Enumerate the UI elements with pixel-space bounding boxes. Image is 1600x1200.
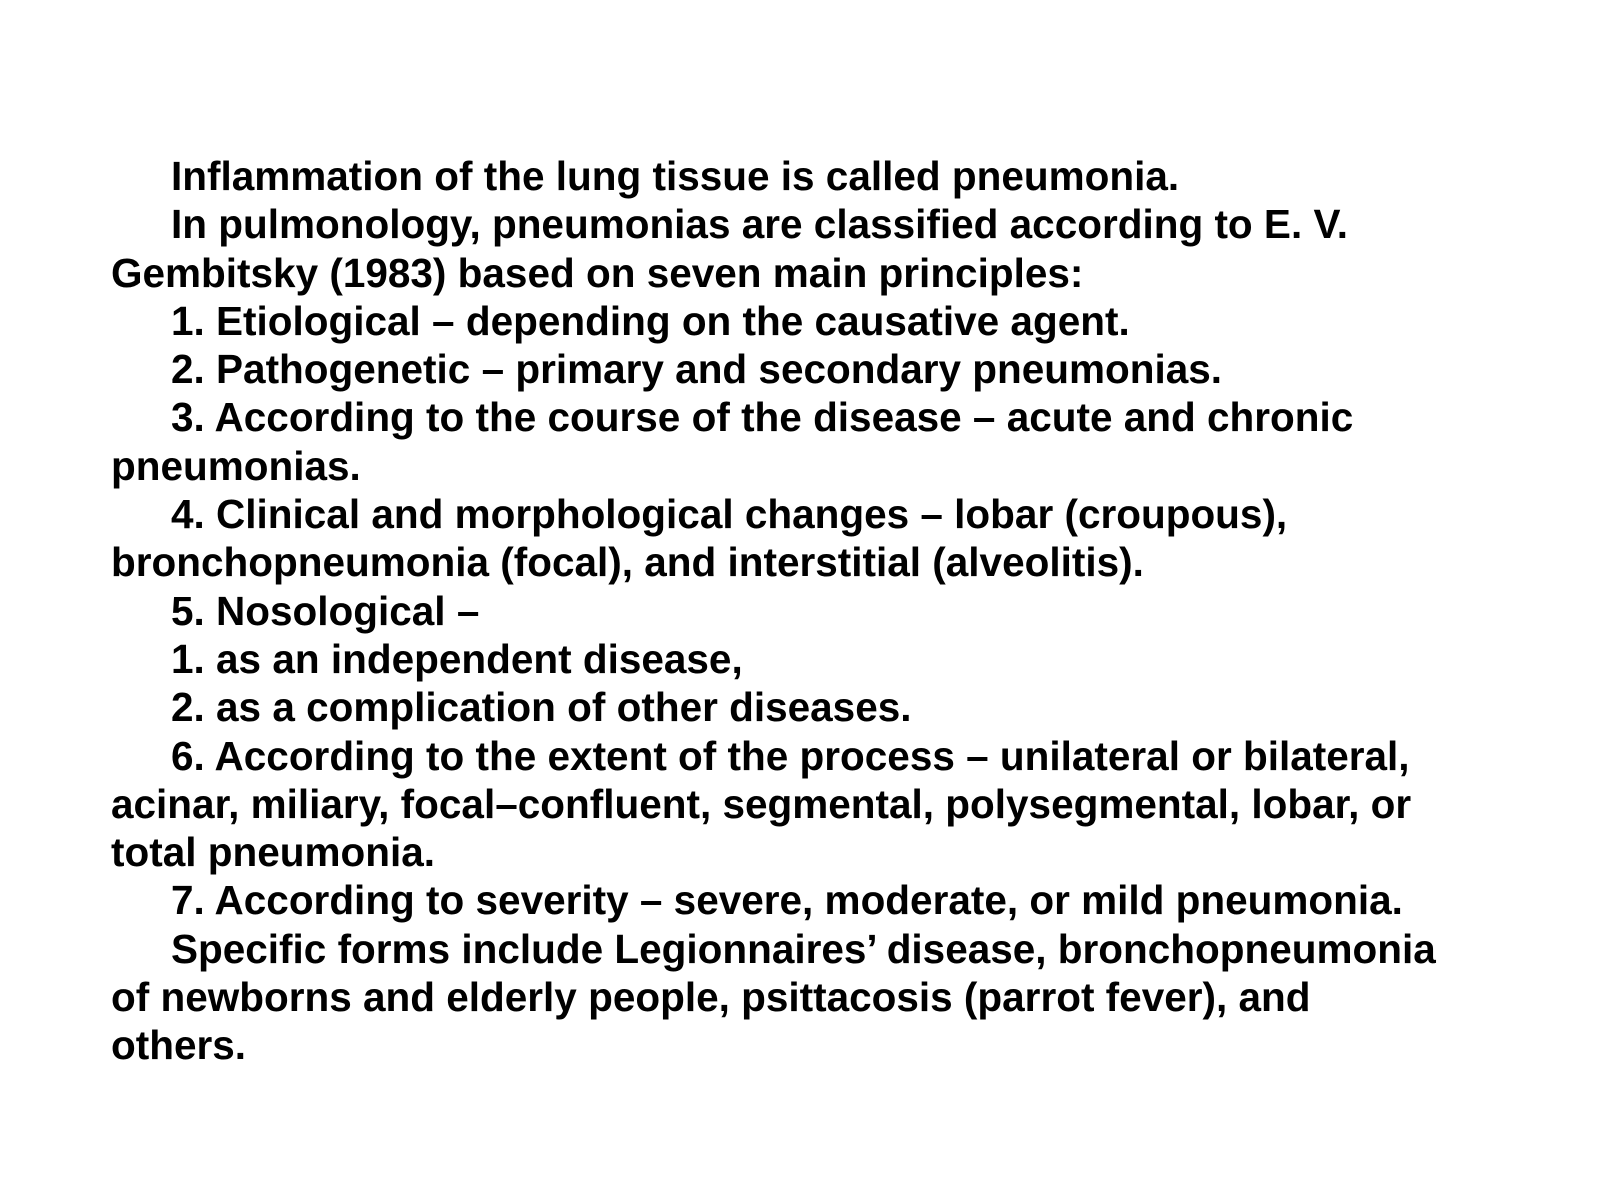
paragraph-specific-forms: Specific forms include Legionnaires’ disease, bronchopneumonia of newborns and elderly people, psittacosis (parrot fever), and others. <box>111 925 1436 1069</box>
list-item-pathogenetic: 2. Pathogenetic – primary and secondary pneumonias. <box>171 346 1223 393</box>
sub-item-complication: 2. as a complication of other diseases. <box>171 684 912 731</box>
slide-text-body <box>111 152 1441 1070</box>
list-item-severity: 7. According to severity – severe, moderate, or mild pneumonia. <box>171 877 1403 924</box>
list-item-etiological: 1. Etiological – depending on the causative agent. <box>171 297 1130 344</box>
list-item-extent: 6. According to the extent of the process – unilateral or bilateral, acinar, miliary, focal–confluent, segmental, polysegmental, lobar, or total pneumonia. <box>111 732 1412 876</box>
list-item-clinical-morphological: 4. Clinical and morphological changes – lobar (croupous), bronchopneumonia (focal), and interstitial (alveolitis). <box>111 491 1288 586</box>
paragraph-intro: Inflammation of the lung tissue is called pneumonia. <box>171 153 1180 199</box>
list-item-course: 3. According to the course of the disease – acute and chronic pneumonias. <box>111 394 1354 489</box>
sub-item-independent-disease: 1. as an independent disease, <box>171 635 743 682</box>
paragraph-classification: In pulmonology, pneumonias are classified according to E. V. Gembitsky (1983) based on seven main principles: <box>111 201 1348 296</box>
list-item-nosological: 5. Nosological – <box>171 587 480 634</box>
